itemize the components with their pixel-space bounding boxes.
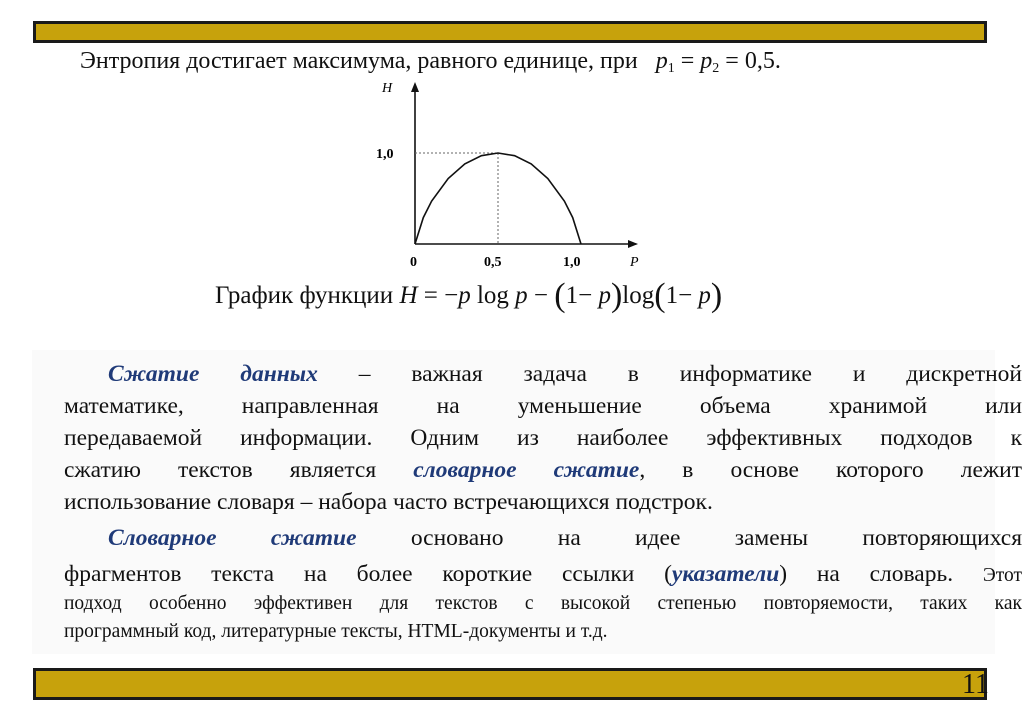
formula-paren: ) [610,277,623,314]
paragraph-1-line-1 [64,358,1022,390]
text-panel [32,350,1023,654]
paragraph-2-line-1 [64,522,1022,554]
term-pointers: указатели [671,561,780,587]
slide-number: 11 [962,669,989,700]
x-tick-label-1-0: 1,0 [563,255,581,270]
formula-p: p [698,282,711,309]
paragraph-1-line-1-text: – важная задача в информатике и дискретной [358,361,1022,387]
paragraph-2-line-1-text: основано на идее замены повторяющихся [410,525,1023,551]
paragraph-1-line-5: использование словаря – набора часто встречающихся подстрок. [64,489,713,515]
paragraph-2-line-2 [64,558,1022,592]
formula-paren: ( [654,277,666,314]
entropy-plot [360,76,660,276]
x-axis-arrow-icon [628,240,638,248]
formula-h: H [399,282,418,309]
paragraph-1-line-2: математике, направленная на уменьшение объема хранимой или [64,393,1022,419]
paragraph-2-line-3: подход особенно эффективен для текстов с высокой степенью повторяемости, таких как [64,593,1022,614]
formula-p: p [458,282,471,309]
paragraph-2-line-4: программный код, литературные тексты, HTML-документы и т.д. [64,621,608,642]
paragraph-1-line-4-text: сжатию текстов является [64,457,377,483]
paragraph-2-line-2-tail: ) на словарь. [779,561,954,587]
formula-minus: − [533,282,549,309]
term-dictionary-compression: словарное сжатие [413,457,640,483]
x-tick-label-0: 0 [410,255,417,270]
formula-log: log [622,282,655,309]
paragraph-2-line-2-small: Этот [982,565,1022,586]
formula-one-minus: 1− [565,282,593,309]
term-dictionary-compression-2: Словарное сжатие [108,525,357,551]
paragraph-1-line-4 [64,454,1022,486]
heading-p2: p [700,48,713,74]
heading-text: Энтропия достигает максимума, равного единице, при [80,48,638,74]
heading-eq2: = [725,48,739,74]
y-tick-label: 1,0 [376,147,394,162]
paragraph-1-line-4-tail: , в основе которого лежит [639,457,1022,483]
formula-p: p [598,282,611,309]
formula-one-minus: 1− [665,282,693,309]
heading-eq1: = [680,48,695,74]
heading-sub2: 2 [712,61,720,76]
x-axis-label: P [630,255,639,270]
heading-value: 0,5. [744,48,781,74]
term-data-compression: Сжатие данных [108,361,318,387]
caption-prefix: График функции [215,282,394,309]
y-axis-label: H [382,81,393,96]
formula-paren: ) [710,277,723,314]
paragraph-1-line-3: передаваемой информации. Одним из наиболее эффективных подходов к [64,425,1022,451]
formula-log: log [476,282,509,309]
formula-equals-minus: = − [423,282,459,309]
y-axis-arrow-icon [411,82,419,92]
x-tick-label-0-5: 0,5 [484,255,502,270]
bottom-decorative-bar [33,668,987,700]
paragraph-2-line-2-text: фрагментов текста на более короткие ссылки ( [64,561,672,587]
heading-p1: p [655,48,668,74]
formula-paren: ( [554,277,566,314]
function-caption [215,276,855,316]
top-decorative-bar [33,21,987,43]
heading-sub1: 1 [667,61,675,76]
formula-p: p [515,282,528,309]
